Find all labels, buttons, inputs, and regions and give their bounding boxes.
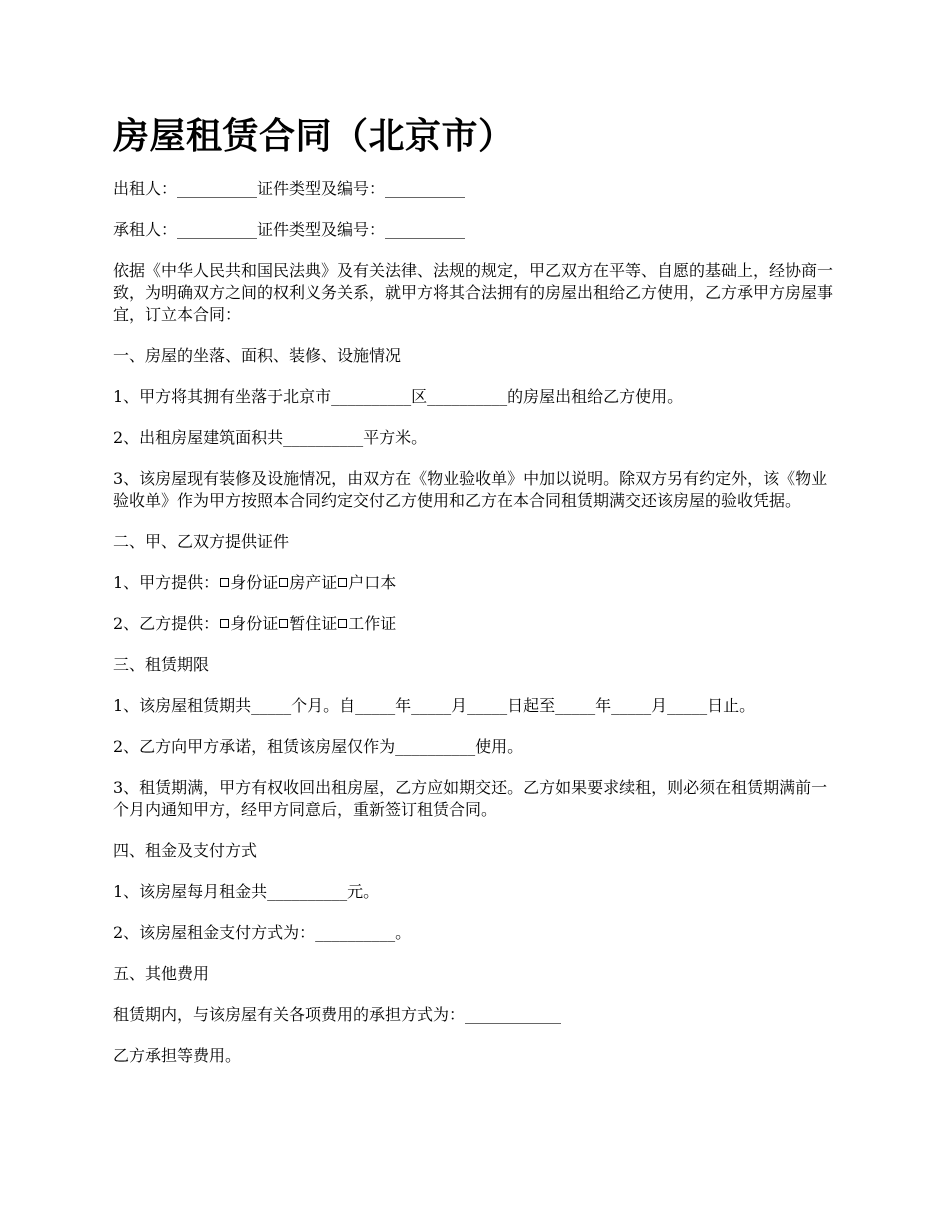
clause-3-3: 3、租赁期满，甲方有权收回出租房屋，乙方应如期交还。乙方如果要求续租，则必须在租赁期满前一个月内通知甲方，经甲方同意后，重新签订租赁合同。 — [113, 778, 828, 819]
lessee-line: 承租人：__________证件类型及编号：__________ — [113, 220, 466, 239]
clause-3-2: 2、乙方向甲方承诺，租赁该房屋仅作为__________使用。 — [113, 737, 524, 756]
section-heading-3: 三、租赁期限 — [113, 655, 210, 674]
clause-2-1-prefix: 1、甲方提供： — [113, 573, 220, 592]
clause-4-2: 2、该房屋租金支付方式为：__________。 — [113, 923, 412, 942]
lessor-line: 出租人：__________证件类型及编号：__________ — [113, 179, 466, 198]
clause-5-2: 乙方承担等费用。 — [113, 1046, 242, 1065]
section-heading-5: 五、其他费用 — [113, 964, 210, 983]
checkbox[interactable] — [279, 578, 288, 587]
section-heading-4: 四、租金及支付方式 — [113, 841, 258, 860]
checkbox-label: 户口本 — [348, 573, 397, 592]
checkbox[interactable] — [279, 619, 288, 628]
document-body — [113, 112, 843, 1086]
checkbox-label: 房产证 — [289, 573, 338, 592]
clause-3-1: 1、该房屋租赁期共_____个月。自_____年_____月_____日起至_____年_____月_____日止。 — [113, 696, 756, 715]
clause-1-1: 1、甲方将其拥有坐落于北京市__________区__________的房屋出租给乙方使用。 — [113, 387, 684, 406]
checkbox-label: 工作证 — [348, 614, 397, 633]
section-heading-2: 二、甲、乙双方提供证件 — [113, 532, 290, 551]
clause-1-2: 2、出租房屋建筑面积共__________平方米。 — [113, 428, 428, 447]
clause-2-2 — [113, 613, 843, 635]
page-title: 房屋租赁合同（北京市） — [113, 116, 515, 157]
checkbox-label: 暂住证 — [289, 614, 338, 633]
section-heading-1: 一、房屋的坐落、面积、装修、设施情况 — [113, 346, 402, 365]
clause-2-1 — [113, 572, 843, 594]
checkbox[interactable] — [220, 619, 229, 628]
checkbox[interactable] — [338, 619, 347, 628]
clause-5-1: 租赁期内，与该房屋有关各项费用的承担方式为：____________ — [113, 1005, 562, 1024]
clause-1-3: 3、该房屋现有装修及设施情况，由双方在《物业验收单》中加以说明。除双方另有约定外，该《物业验收单》作为甲方按照本合同约定交付乙方使用和乙方在本合同租赁期满交还该房屋的验收凭据。 — [113, 469, 828, 510]
checkbox[interactable] — [338, 578, 347, 587]
checkbox-label: 身份证 — [230, 573, 279, 592]
checkbox-label: 身份证 — [230, 614, 279, 633]
preamble-paragraph: 依据《中华人民共和国民法典》及有关法律、法规的规定，甲乙双方在平等、自愿的基础上，经协商一致，为明确双方之间的权利义务关系，就甲方将其合法拥有的房屋出租给乙方使用，乙方承甲方房屋事宜，订立本合同： — [113, 261, 834, 324]
clause-4-1: 1、该房屋每月租金共__________元。 — [113, 882, 380, 901]
clause-2-2-prefix: 2、乙方提供： — [113, 614, 220, 633]
checkbox[interactable] — [220, 578, 229, 587]
